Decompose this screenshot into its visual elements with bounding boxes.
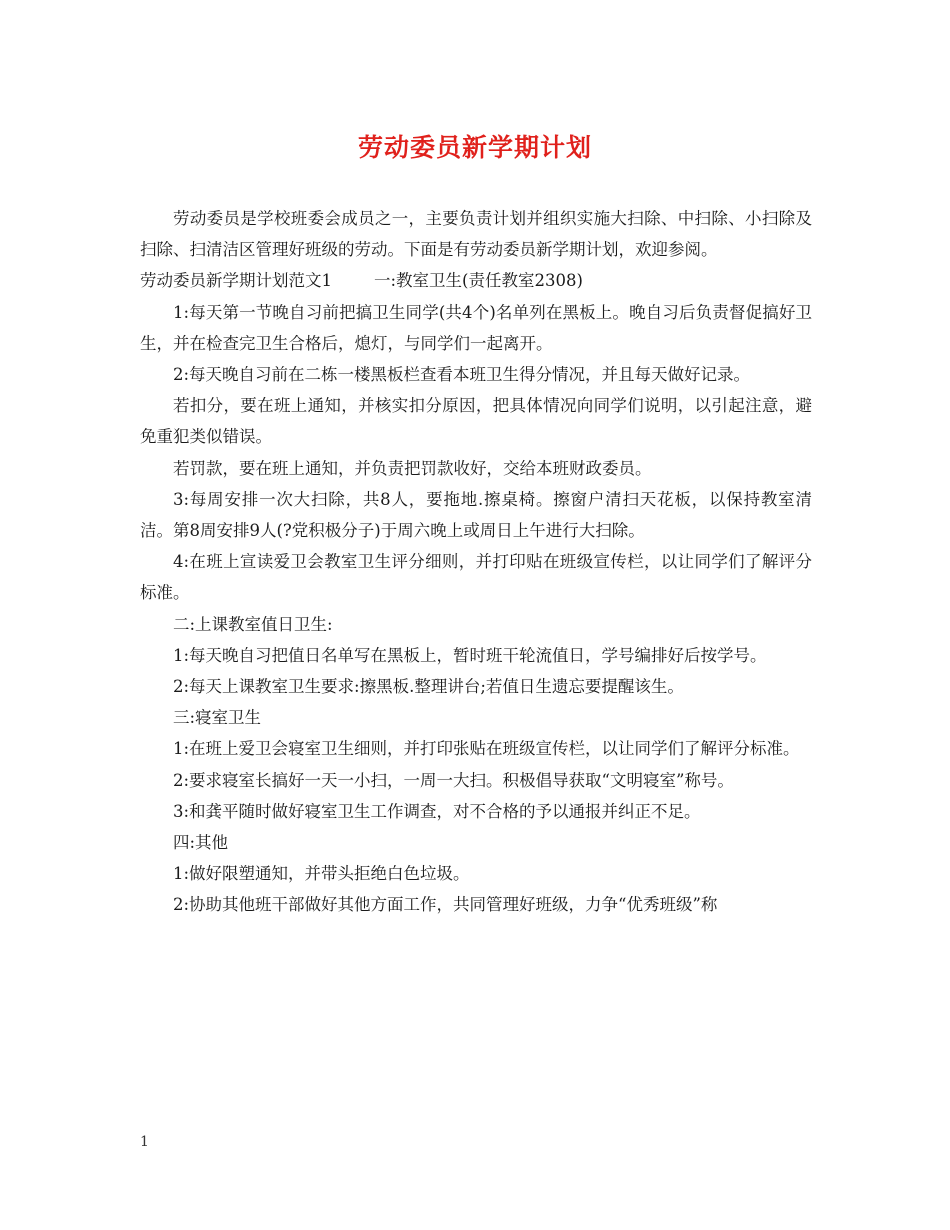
document-title: 劳动委员新学期计划 bbox=[357, 133, 592, 162]
paragraph: 2:要求寝室长搞好一天一小扫，一周一大扫。积极倡导获取“文明寝室”称号。 bbox=[173, 770, 734, 790]
section-heading: 二:上课教室值日卫生: bbox=[173, 614, 333, 634]
section-heading: 四:其他 bbox=[173, 833, 229, 853]
page-number: 1 bbox=[140, 1134, 149, 1150]
section-heading-classroom: 一:教室卫生(责任教室2308) bbox=[374, 271, 583, 291]
paragraph: 2:每天上课教室卫生要求:擦黑板.整理讲台;若值日生遗忘要提醒该生。 bbox=[173, 677, 684, 697]
sample-heading-line bbox=[140, 265, 812, 296]
paragraph: 1:每天第一节晚自习前把搞卫生同学(共4个)名单列在黑板上。晚自习后负责督促搞好卫生，并在检查完卫生合格后，熄灯，与同学们一起离开。 bbox=[140, 302, 812, 353]
intro-paragraph: 劳动委员是学校班委会成员之一，主要负责计划并组织实施大扫除、中扫除、小扫除及扫除、扫清洁区管理好班级的劳动。下面是有劳动委员新学期计划，欢迎参阅。 bbox=[140, 209, 812, 260]
paragraph: 1:每天晚自习把值日名单写在黑板上，暂时班干轮流值日，学号编排好后按学号。 bbox=[173, 645, 767, 665]
paragraph: 若罚款，要在班上通知，并负责把罚款收好，交给本班财政委员。 bbox=[173, 458, 652, 478]
paragraph: 1:在班上爱卫会寝室卫生细则，并打印张贴在班级宣传栏，以让同学们了解评分标准。 bbox=[173, 739, 800, 759]
paragraph: 3:和龚平随时做好寝室卫生工作调查，对不合格的予以通报并纠正不足。 bbox=[173, 801, 701, 821]
sample-heading: 劳动委员新学期计划范文1 bbox=[140, 271, 332, 291]
paragraph: 2:协助其他班干部做好其他方面工作，共同管理好班级，力争“优秀班级”称 bbox=[173, 895, 718, 915]
paragraph: 1:做好限塑通知，并带头拒绝白色垃圾。 bbox=[173, 864, 470, 884]
paragraph: 3:每周安排一次大扫除，共8人，要拖地.擦桌椅。擦窗户清扫天花板，以保持教室清洁。第8周安排9人(?党积极分子)于周六晚上或周日上午进行大扫除。 bbox=[140, 489, 812, 541]
paragraph: 若扣分，要在班上通知，并核实扣分原因，把具体情况向同学们说明，以引起注意，避免重犯类似错误。 bbox=[140, 396, 812, 447]
paragraph: 2:每天晚自习前在二栋一楼黑板栏查看本班卫生得分情况，并且每天做好记录。 bbox=[173, 365, 751, 385]
paragraph: 4:在班上宣读爱卫会教室卫生评分细则，并打印贴在班级宣传栏，以让同学们了解评分标准。 bbox=[140, 552, 812, 603]
document-body bbox=[140, 203, 812, 921]
section-heading: 三:寝室卫生 bbox=[173, 708, 262, 728]
